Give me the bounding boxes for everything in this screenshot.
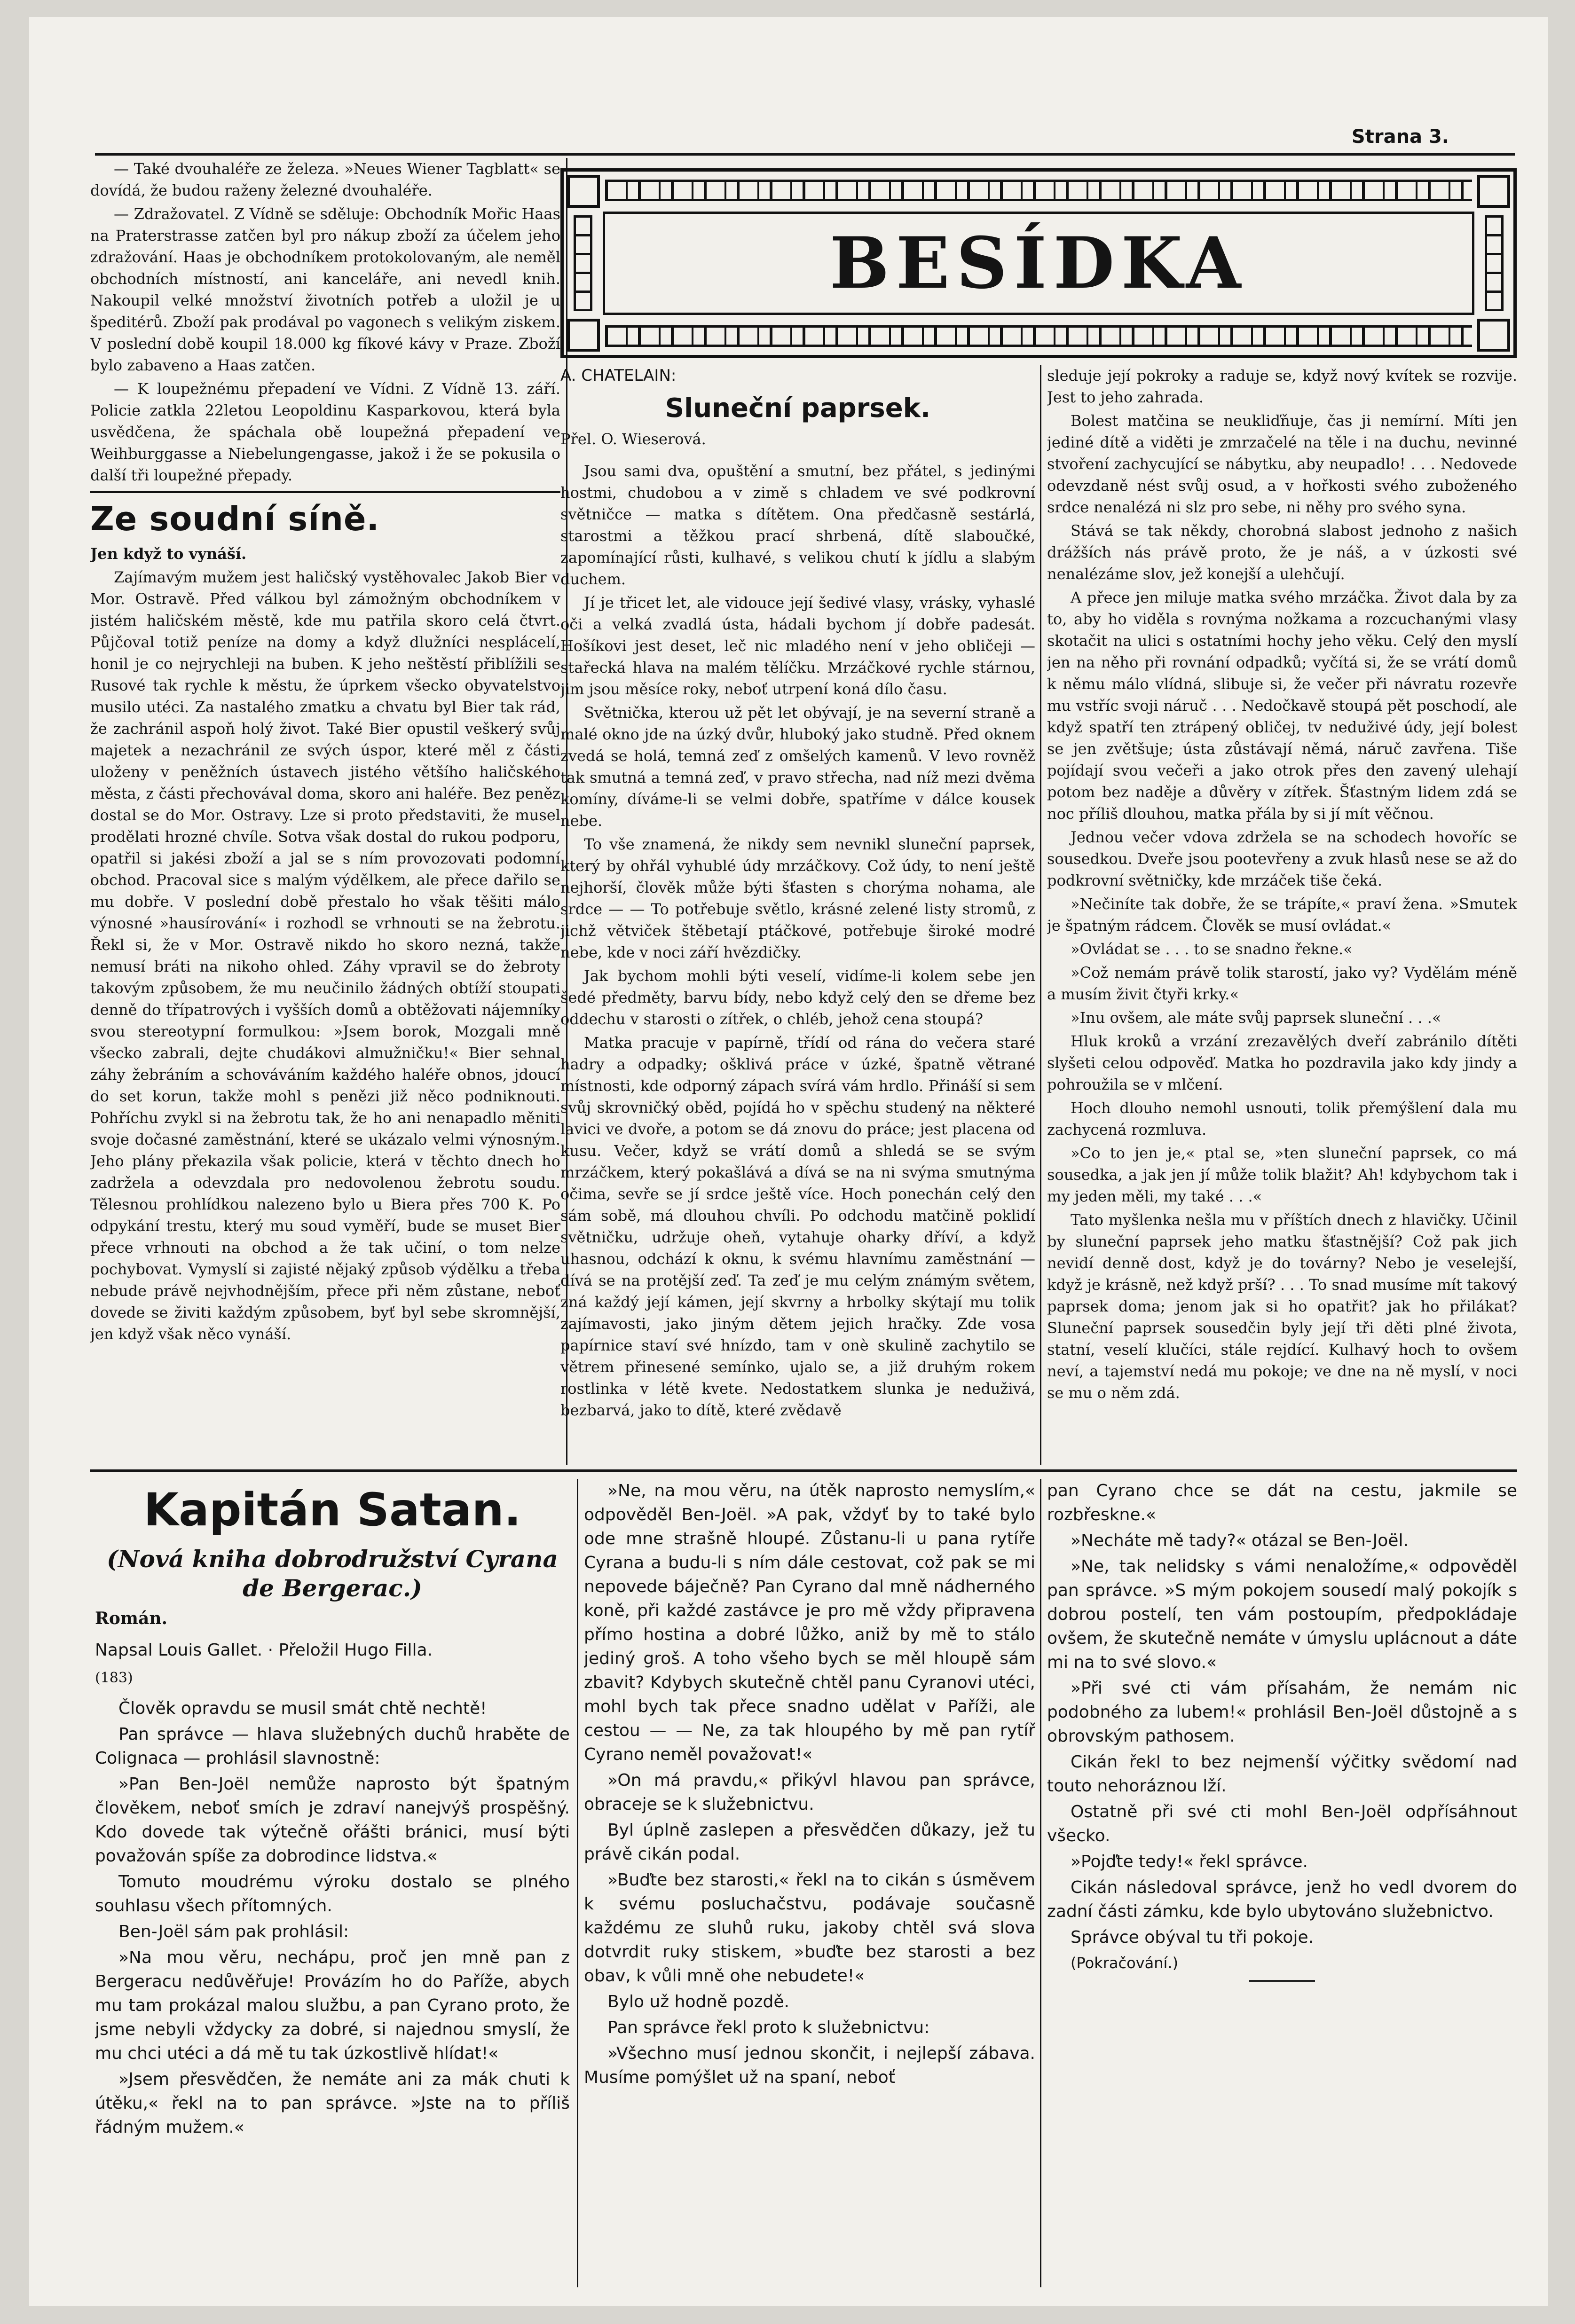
banner-ornament [574,215,592,311]
novel-paragraph: Pan správce řekl proto k služebnictvu: [607,2018,930,2037]
banner-corner [1477,319,1510,352]
story-paragraph: Tato myšlenka nešla mu v příštích dnech z hlavičky. Učinil by sluneční paprsek jeho matku šťastnější? Což pak jich nevidí denně dost, když je do továrny? Nebo je veselejší, když je krásně, než když prší? . . . To snad musíme mít takový paprsek doma; jenom jak si ho opatřit? jak ho přilákat? Sluneční paprsek sousedčin byly její tři děti plné života, statní, veselí klučíci, stále rejdící. Kulhavý hoch to ovšem neví, a tajemství nedá mu pokoje; ve dne na ně myslí, v noci se mu o něm zdá. [1047,1211,1517,1402]
story-paragraph: Jí je třicet let, ale vidouce její šedivé vlasy, vrásky, vyhaslé oči a velká zvadlá ústa, hádali bychom jí dobře padesát. Hošíkovi jest deset, leč nic mladého není v jeho obličeji — stařecká hlava na malém tělíčku. Mrzáčkové rychle stárnou, jim jsou měsíce roky, neboť utrpení koná dílo času. [560,594,1035,698]
story-paragraph: »Nečiníte tak dobře, že se trápíte,« praví žena. »Smutek je špatným rádcem. Člověk se musí ovládat.« [1047,895,1517,934]
court-subtitle: Jen když to vynáší. [90,545,247,563]
story-paragraph: Jsou sami dva, opuštění a smutní, bez přátel, s jedinými hostmi, chudobou a v zimě s chladem ve své podkrovní světničce — matka s dítětem. Ona předčasně sestárlá, starostmi a těžkou prací shrbená, dítě slaboučké, zapomínající růsti, kulhavé, s velikou chutí k jídlu a slabým duchem. [560,462,1035,588]
section-divider [90,491,560,493]
story-column-b [1047,365,1517,1465]
story-paragraph: sleduje její pokroky a raduje se, když nový kvítek se rozvije. Jest to jeho zahrada. [1047,367,1517,406]
story-paragraph: »Inu ovšem, ale máte svůj paprsek sluneční . . .« [1071,1009,1441,1027]
novel-author-line: Napsal Louis Gallet. · Přeložil Hugo Filla. [95,1641,433,1660]
story-paragraph: To vše znamená, že nikdy sem nevnikl sluneční paprsek, který by ohřál vyhublé údy mrzáčkovy. Což údy, to není ještě nejhorší, člověk může býti šťasten s chorýma nohama, ale srdce — — To potřebuje světlo, krásné zelené listy stromů, z jichž větviček štěbetají ptáčkové, potřebuje široké modré nebe, kde v noci září hvězdičky. [560,835,1035,961]
novel-paragraph: Tomuto moudrému výroku dostalo se plného souhlasu všech přítomných. [95,1872,570,1916]
novel-installment: (183) [95,1670,133,1686]
banner-ornament [1485,215,1504,311]
novel-paragraph: »Jsem přesvědčen, že nemáte ani za mák chuti k útěku,« řekl na to pan správce. »Jste na to příliš řádným mužem.« [95,2070,570,2137]
novel-paragraph: »Buďte bez starosti,« řekl na to cikán s úsměvem k svému posluchačstvu, podávaje současně každému ze sluhů ruku, jakoby chtěl svá slova dotvrdit ruky stiskem, »buďte bez starosti a bez obav, k vůli mně ohe nebudete!« [584,1870,1035,1986]
banner-ornament [605,180,1472,201]
banner-corner [1477,175,1510,208]
novel-paragraph: Cikán následoval správce, jenž ho vedl dvorem do zadní části zámku, kde bylo ubytováno služebnictvo. [1047,1878,1517,1921]
news-item-zdrazovatel: — Zdražovatel. Z Vídně se sděluje: Obchodník Mořic Haas na Praterstrasse zatčen byl pro nákup zboží za účelem jeho zdražování. Haas je obchodníkem protokolovaným, ale neměl obchodních místností, ani kanceláře, ani nevedl knih. Nakoupil velké množství životních potřeb a uložil je u špeditérů. Zboží pak prodával po vagonech s velikým ziskem. V poslední době koupil 18.000 kg fíkové kávy v Praze. Zboží bylo zabaveno a Haas zatčen. [90,205,560,374]
news-column [90,158,560,1465]
header-rule [95,153,1515,156]
column-rule [1040,365,1041,1465]
novel-subtitle: (Nová kniha dobrodružství Cyrana de Bergerac.) [107,1545,558,1602]
novel-column-2 [584,1479,1035,2287]
story-paragraph: Bolest matčina se neukliďňuje, čas ji nemírní. Míti jen jediné dítě a viděti je zmrzačelé na těle i na duchu, nevinné stvoření zachycující se nábytku, aby neupadlo! . . . Nedovede odevzdaně nést svůj osud, a v hořkosti svého zuboženého srdce nenalézá ni slz pro sebe, ni něhy pro svého syna. [1047,412,1517,516]
novel-paragraph: »Na mou věru, nechápu, proč jen mně pan z Bergeracu nedůvěřuje! Provázím ho do Paříže, abych mu tam prokázal malou službu, a pan Cyrano proto, že jsme nebyli vždycky za dobré, si najednou smyslí, že mu chci utéci a dá mě tu tak úzkostlivě hlídat!« [95,1948,570,2063]
story-paragraph: Jak bychom mohli býti veselí, vidíme-li kolem sebe jen šedé předměty, barvu bídy, nebo když celý den se dřeme bez oddechu v starosti o zítřek, o chléb, jehož cena stoupá? [560,967,1035,1028]
novel-paragraph: »Pan Ben-Joël nemůže naprosto být špatným člověkem, neboť smích je zdraví nanejvýš prospěšný. Kdo dovede tak výtečně ořášti bránici, musí býti považován spíše za dobrodince lidstva.« [95,1774,570,1866]
column-rule [577,1479,578,2287]
story-paragraph: »Co to jen je,« ptal se, »ten sluneční paprsek, co má sousedka, a jak jen jí může tolik blažit? Ah! kdybychom tak i my jeden měli, my také . . .« [1047,1144,1517,1205]
news-item-dvouhalere: — Také dvouhaléře ze železa. »Neues Wiener Tagblatt« se dovídá, že budou raženy železné dvouhaléře. [90,160,560,199]
novel-column-1 [95,1479,570,2287]
story-translator: Přel. O. Wieserová. [560,430,706,448]
section-title: Ze soudní síně. [90,500,380,538]
story-title: Sluneční paprsek. [665,393,931,424]
story-column-a [560,365,1035,1465]
story-paragraph: »Což nemám právě tolik starostí, jako vy? Vydělám méně a musím živit čtyři krky.« [1047,964,1517,1003]
banner-corner [567,175,600,208]
novel-paragraph: »Všechno musí jednou skončit, i nejlepší zábava. Musíme pomýšlet už na spaní, neboť [584,2044,1035,2087]
novel-paragraph: Člověk opravdu se musil smát chtě nechtě! [118,1699,487,1718]
news-item-loupez: — K loupežnému přepadení ve Vídni. Z Vídně 13. září. Policie zatkla 22letou Leopoldinu Kasparkovou, která byla usvědčena, že spáchala obě loupežná přepadení ve Weihburggasse a Niebelungengasse, jakož i že se pokusila o další tři loupežné přepady. [90,380,560,484]
novel-genre: Román. [95,1609,168,1628]
novel-paragraph: Správce obýval tu tři pokoje. [1071,1928,1314,1947]
page-number: Strana 3. [1351,126,1449,148]
banner-title: BESÍDKA [829,222,1248,305]
novel-paragraph: »On má pravdu,« přikývl hlavou pan správce, obraceje se k služebnictvu. [584,1771,1035,1814]
banner-ornament [605,325,1472,347]
novel-paragraph: »Ne, tak nelidsky s vámi nenaložíme,« odpověděl pan správce. »S mým pokojem sousedí malý pokojík s dobrou postelí, ten vám postoupím, předpokládaje ovšem, že skutečně nemáte v úmyslu uplácnout a dáte mi na to své slovo.« [1047,1557,1517,1672]
novel-paragraph: »Při své cti vám přísahám, že nemám nic podobného za lubem!« prohlásil Ben-Joël důstojně a s obrovským pathosem. [1047,1679,1517,1746]
besidka-banner [560,168,1517,358]
novel-column-3 [1047,1479,1517,2287]
newspaper-page [29,17,1548,2306]
story-paragraph: A přece jen miluje matka svého mrzáčka. Život dala by za to, aby ho viděla s rovnýma nožkama a rozcuchanými vlasy skotačit na ulici s ostatními hochy jeho věku. Celý den myslí jen na něho při rovnání odpadků; vyčítá si, že se vrátí domů k němu málo vlídná, slibuje si, že večer při návratu rozevře mu vstříc svoji náruč . . . Nedočkavě stoupá pět poschodí, ale když spatří ten ztrápený obličej, tv neduživé údy, její bolest se jen zvětšuje; ústa zůstávají němá, náruč zavřena. Tiše pojídají svou večeři a jako otrok přes den zavený ulehají potom bez naděje a důvěry v zítřek. Šťastným lidem zdá se noc příliš dlouhou, matka přála by si jí mít věčnou. [1047,589,1517,823]
lower-divider [90,1469,1517,1472]
court-article: Zajímavým mužem jest haličský vystěhovalec Jakob Bier v Mor. Ostravě. Před válkou byl zámožným obchodníkem v jistém haličském městě, kde mu patřila skoro celá čtvrt. Půjčoval totiž peníze na domy a když dlužníci nesplácelí, honil je co nejrychleji na buben. K jeho neštěstí přiblížili se Rusové tak rychle k městu, že úprkem všecko obyvatelstvo musilo utéci. Za nastalého zmatku a chvatu byl Bier tak rád, že zachránil aspoň holý život. Také Bier opustil veškerý svůj majetek a nezachránil ze svých úspor, které měl z části uloženy v peněžních ústavech jistého většího haličského města, z části přechovával doma, skoro ani haléře. Bez peněz dostal se do Mor. Ostravy. Lze si proto představiti, že musel prodělati hrozné chvíle. Sotva však dostal do rukou podporu, opatřil si jakési zboží a jal se s ním provozovati podomní obchod. Pracoval sice s malým výdělkem, ale přece dařilo se mu dobře. V poslední době přestalo ho však těšiti málo výnosné »hausírování« i rozhodl se vrhnouti se na žebrotu. Řekl si, že v Mor. Ostravě nikdo ho skoro nezná, takže nemusí bráti na nikoho ohled. Záhy vpravil se do žebroty takovým způsobem, že mu neučinilo žádných obtíží stoupati denně do třípatrových i vyšších domů a obtěžovati nájemníky svou stereotypní formulkou: »Jsem borok, Mozgali mně všecko zabrali, dejte chudákovi almužničku!« Bier sehnal záhy žebráním a schováváním každého haléře obnos, jdoucí do set korun, takže mohl s penězi již něco podniknouti. Pohříchu zvykl si na žebrotu tak, že ho ani nenapadlo měniti svoje dočasné zaměstnání, které se ukázalo velmi výnosným. Jeho plány překazila však policie, která v těchto dnech ho zadržela a odevzdala pro nedovolenou žebrotu soudu. Tělesnou prohlídkou nalezeno bylo u Biera přes 700 K. Po odpykání trestu, který mu soud vyměří, bude se muset Bier přece vrhnouti na obchod a že tak učiní, o tom nelze pochybovat. Vymyslí si zajisté nějaký způsob výdělku a třeba nebude právě nejvhodnějším, přece při něm zůstane, neboť dovede se živiti každým způsobem, byť byl sebe skromnější, jen když však něco vynáší. [90,568,560,1343]
novel-paragraph: »Ne, na mou věru, na útěk naprosto nemyslím,« odpověděl Ben-Joël. »A pak, vždyť by to také bylo ode mne strašně hloupé. Zůstanu-li u pana rytíře Cyrana a budu-li s ním dále cestovat, což pak se mi nepovede báječně? Pan Cyrano dal mně nádherného koně, při každé zastávce je pro mě vždy připravena přímo hostina a dobré lůžko, aniž by mě to stálo jediný groš. A toho všeho bych se měl hloupě sám zbavit? Kdybych skutečně chtěl panu Cyranovi utéci, mohl bych tak přece snadno udělat v Paříži, ale cestou — — Ne, za tak hloupého by mě pan rytíř Cyrano neměl považovat!« [584,1481,1035,1764]
story-paragraph: Světnička, kterou už pět let obývají, je na severní straně a malé okno jde na úzký dvůr, hluboký jako studně. Před oknem zvedá se holá, temná zeď z omšelých kamenů. V levo rovněž tak smutná a temná zeď, v pravo střecha, nad níž mezi dvěma komíny, díváme-li se velmi dobře, spatříme v dálce kousek nebe. [560,704,1035,830]
story-paragraph: Hoch dlouho nemohl usnouti, tolik přemýšlení dala mu zachycená rozmluva. [1047,1099,1517,1138]
story-paragraph: Hluk kroků a vrzání zrezavělých dveří zabránilo dítěti slyšeti celou odpověď. Matka ho pozdravila jako kdy jindy a pohroužila se v mlčení. [1047,1032,1517,1093]
novel-paragraph: Ben-Joël sám pak prohlásil: [118,1922,349,1941]
novel-paragraph: Byl úplně zaslepen a přesvědčen důkazy, jež tu právě cikán podal. [584,1821,1035,1864]
novel-paragraph: Bylo už hodně pozdě. [607,1992,789,2011]
banner-corner [567,319,600,352]
novel-paragraph: »Necháte mě tady?« otázal se Ben-Joël. [1071,1531,1409,1550]
novel-paragraph: pan Cyrano chce se dát na cestu, jakmile se rozbřeskne.« [1047,1481,1517,1524]
continued-note: (Pokračování.) [1071,1954,1179,1972]
column-rule [1040,1479,1041,2287]
novel-paragraph: »Pojďte tedy!« řekl správce. [1071,1852,1308,1871]
story-author: A. CHATELAIN: [560,366,677,385]
novel-paragraph: Pan správce — hlava služebných duchů hraběte de Colignaca — prohlásil slavnostně: [95,1725,570,1768]
novel-paragraph: Cikán řekl to bez nejmenší výčitky svědomí nad touto nehoráznou lží. [1047,1752,1517,1796]
novel-paragraph: Ostatně při své cti mohl Ben-Joël odpřísáhnout všecko. [1047,1802,1517,1845]
story-paragraph: »Ovládat se . . . to se snadno řekne.« [1071,940,1353,958]
banner-inner [603,212,1474,315]
story-paragraph: Stává se tak někdy, chorobná slabost jednoho z našich drážších nás právě proto, že je náš, a v úzkosti své nenalézáme slov, jež konejší a ulehčují. [1047,522,1517,583]
novel-title: Kapitán Satan. [143,1484,521,1536]
story-paragraph: Matka pracuje v papírně, třídí od rána do večera staré hadry a odpadky; ošklivá práce v úzké, špatně větrané místnosti, kde odporný zápach svírá vám hrdlo. Přináší si sem svůj skrovničký oběd, pojídá ho v spěchu studený na některé lavici ve dvoře, a potom se dá znovu do práce; jest placena od kusu. Večer, když se vrátí domů a shledá se se svým mrzáčkem, který pokašlává a dívá se na ni svýma smutnýma očima, sevře se jí srdce ještě více. Hoch ponechán celý den sám sobě, má dlouhou chvíli. Po odchodu matčině poklidí světničku, udržuje oheň, vytahuje oharky dříví, a když uhasnou, odchází k oknu, k svému hlavnímu zaměstnání — dívá se na protější zeď. Ta zeď je mu celým známým světem, zná každý její kámen, její skvrny a hrbolky skýtají mu tolik zajímavosti, jako jiným dětem jejich hračky. Zde vosa papírnice staví své hnízdo, tam v onè skulině zachytilo se větrem přinesené semínko, ujalo se, a již druhým rokem rostlinka v létě kvete. Nedostatkem slunka je neduživá, bezbarvá, jako to dítě, které zvědavě [560,1034,1035,1419]
end-dash [1249,1980,1315,1982]
story-paragraph: Jednou večer vdova zdržela se na schodech hovoříc se sousedkou. Dveře jsou pootevřeny a zvuk hlasů nese se až do podkrovní světničky, kde mrzáček tiše čeká. [1047,828,1517,889]
